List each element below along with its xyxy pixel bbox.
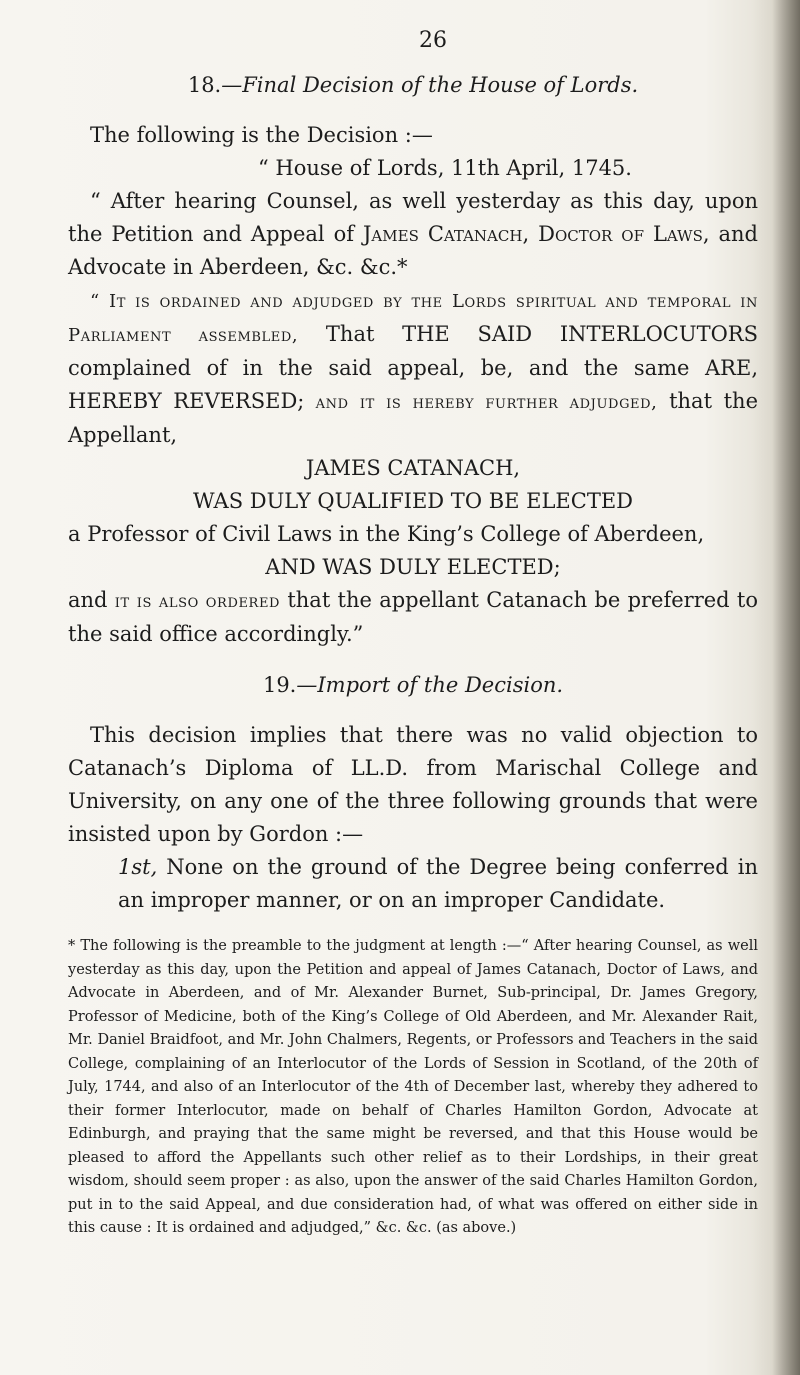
paragraph-ordained: [68, 284, 758, 452]
ordered-end: that the appellant Catanach be preferred to the said office accordingly.”: [68, 588, 758, 646]
ordinal-first: 1st,: [118, 855, 158, 879]
first-ground-text: None on the ground of the Degree being conferred in an improper manner, or on an improper Candidate.: [118, 855, 758, 912]
paragraph-ordered: [68, 584, 758, 651]
section-title: —Final Decision of the House of Lords.: [221, 73, 639, 97]
line-appellant-name: JAMES CATANACH,: [305, 456, 521, 480]
further-adjudged-small-caps: and it is hereby further adjudged,: [304, 392, 658, 413]
line-duly-elected: AND WAS DULY ELECTED;: [265, 555, 561, 579]
page-number: 26: [419, 28, 447, 53]
ordered-small-caps: it is also ordered: [114, 591, 281, 612]
page-edge-shadow: [772, 0, 800, 1375]
section-heading-19: [68, 673, 758, 697]
section-title: —Import of the Decision.: [296, 673, 564, 697]
ordained-text-end: that the Appellant,: [68, 389, 758, 447]
appellant-name: James Catanach, Doctor of Laws,: [363, 222, 710, 246]
dateline: “ House of Lords, 11th April, 1745.: [258, 156, 632, 180]
ordered-start: and: [68, 588, 115, 612]
petition-text-start: “ After hearing Counsel, as well yesterday as this day, upon the Petition and Appeal of: [68, 189, 758, 246]
ordained-text: That THE SAID INTERLOCUTORS complained of in the said appeal, be, and the same ARE, HEREBY REVERSED;: [68, 322, 758, 413]
line-professor: a Professor of Civil Laws in the King’s College of Aberdeen,: [68, 522, 705, 546]
footnote: * The following is the preamble to the judgment at length :—“ After hearing Counsel, as well yesterday as this day, upon the Petition and appeal of James Catanach, Doctor of Laws, and Advocate in Aberdeen, and of Mr. Alexander Burnet, Sub-principal, Dr. James Gregory, Professor of Medicine, both of the King’s College of Old Aberdeen, and Mr. Alexander Rait, Mr. Daniel Braidfoot, and Mr. John Chalmers, Regents, or Professors and Teachers in the said College, complaining of an Interlocutor of the Lords of Session in Scotland, of the 20th of July, 1744, and also of an Interlocutor of the 4th of December last, whereby they adhered to their former Interlocutor, made on behalf of Charles Hamilton Gordon, Advocate at Edinburgh, and praying that the same might be reversed, and that this House would be pleased to afford the Appellants such other relief as to their Lordships, in their great wisdom, should seem proper : as also, upon the answer of the said Charles Hamilton Gordon, put in to the said Appeal, and due consideration had, of what was offered on either side in this cause : It is ordained and adjudged,” &c. &c. (as above.): [68, 938, 758, 1236]
paragraph-first-ground: [68, 851, 758, 917]
intro-line: The following is the Decision :—: [90, 123, 433, 147]
section-number: 19.: [262, 673, 297, 697]
petition-text-end: and Advocate in Aberdeen, &c. &c.*: [68, 222, 759, 279]
section-number: 18.: [187, 73, 222, 97]
line-duly-qualified: WAS DULY QUALIFIED TO BE ELECTED: [192, 489, 633, 513]
paragraph-implies: This decision implies that there was no valid objection to Catanach’s Diploma of LL.D. from Marischal College and University, on any one of the three following grounds that were insisted upon by Gordon :—: [68, 723, 758, 846]
page-content: [68, 28, 758, 1241]
section-heading-18: [68, 73, 758, 97]
ordained-small-caps: “ It is ordained and adjudged by the Lords spiritual and temporal in Parliament assembled,: [68, 291, 758, 346]
paragraph-petition: [68, 185, 758, 284]
